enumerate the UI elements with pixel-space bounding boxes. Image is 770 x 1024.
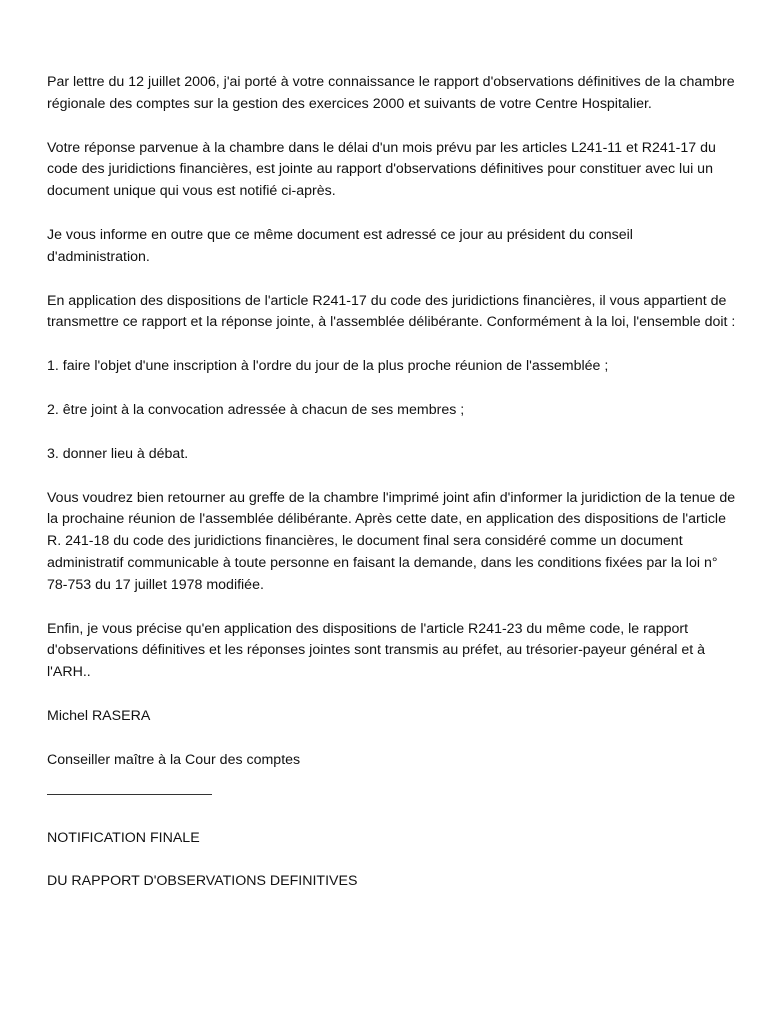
- separator-rule: [47, 794, 212, 795]
- intro-paragraph: Par lettre du 12 juillet 2006, j'ai porté à votre connaissance le rapport d'observations définitives de la chambre régionale des comptes sur la gestion des exercices 2000 et suivants de votre Centre Hospitalier.: [47, 74, 735, 112]
- signatory-title: Conseiller maître à la Cour des comptes: [47, 751, 301, 768]
- information-paragraph: Je vous informe en outre que ce même document est adressé ce jour au président du conseil d'administration.: [47, 226, 633, 265]
- list-item-3: 3. donner lieu à débat.: [47, 445, 189, 462]
- application-paragraph: En application des dispositions de l'article R241-17 du code des juridictions financières, il vous appartient de transmettre ce rapport et la réponse jointe, à l'assemblée délibérante. Conformément à la loi, l'ensemble doit :: [47, 292, 736, 331]
- notification-heading-line-2: DU RAPPORT D'OBSERVATIONS DEFINITIVES: [47, 873, 358, 890]
- list-item-1: 1. faire l'objet d'une inscription à l'ordre du jour de la plus proche réunion de l'assemblée ;: [47, 358, 609, 375]
- list-item-2: 2. être joint à la convocation adressée à chacun de ses membres ;: [47, 401, 465, 418]
- final-paragraph: Enfin, je vous précise qu'en application des dispositions de l'article R241-23 du même code, le rapport d'observations définitives et les réponses jointes sont transmis au préfet, au trésorier-payeur général et à l'ARH..: [47, 620, 706, 681]
- return-paragraph: Vous voudrez bien retourner au greffe de la chambre l'imprimé joint afin d'informer la juridiction de la tenue de la prochaine réunion de l'assemblée délibérante. Après cette date, en application des dispositions de l'article R. 241-18 du code des juridictions financières, le document final sera considéré comme un document administratif communicable à toute personne en faisant la demande, dans les conditions fixées par la loi n° 78-753 du 17 juillet 1978 modifiée.: [47, 489, 736, 593]
- document-page: [47, 72, 737, 915]
- signatory-name: Michel RASERA: [47, 707, 151, 724]
- notification-heading-line-1: NOTIFICATION FINALE: [47, 829, 200, 846]
- response-paragraph: Votre réponse parvenue à la chambre dans le délai d'un mois prévu par les articles L241-11 et R241-17 du code des juridictions financières, est jointe au rapport d'observations définitives pour constituer avec lui un document unique qui vous est notifié ci-après.: [47, 139, 716, 200]
